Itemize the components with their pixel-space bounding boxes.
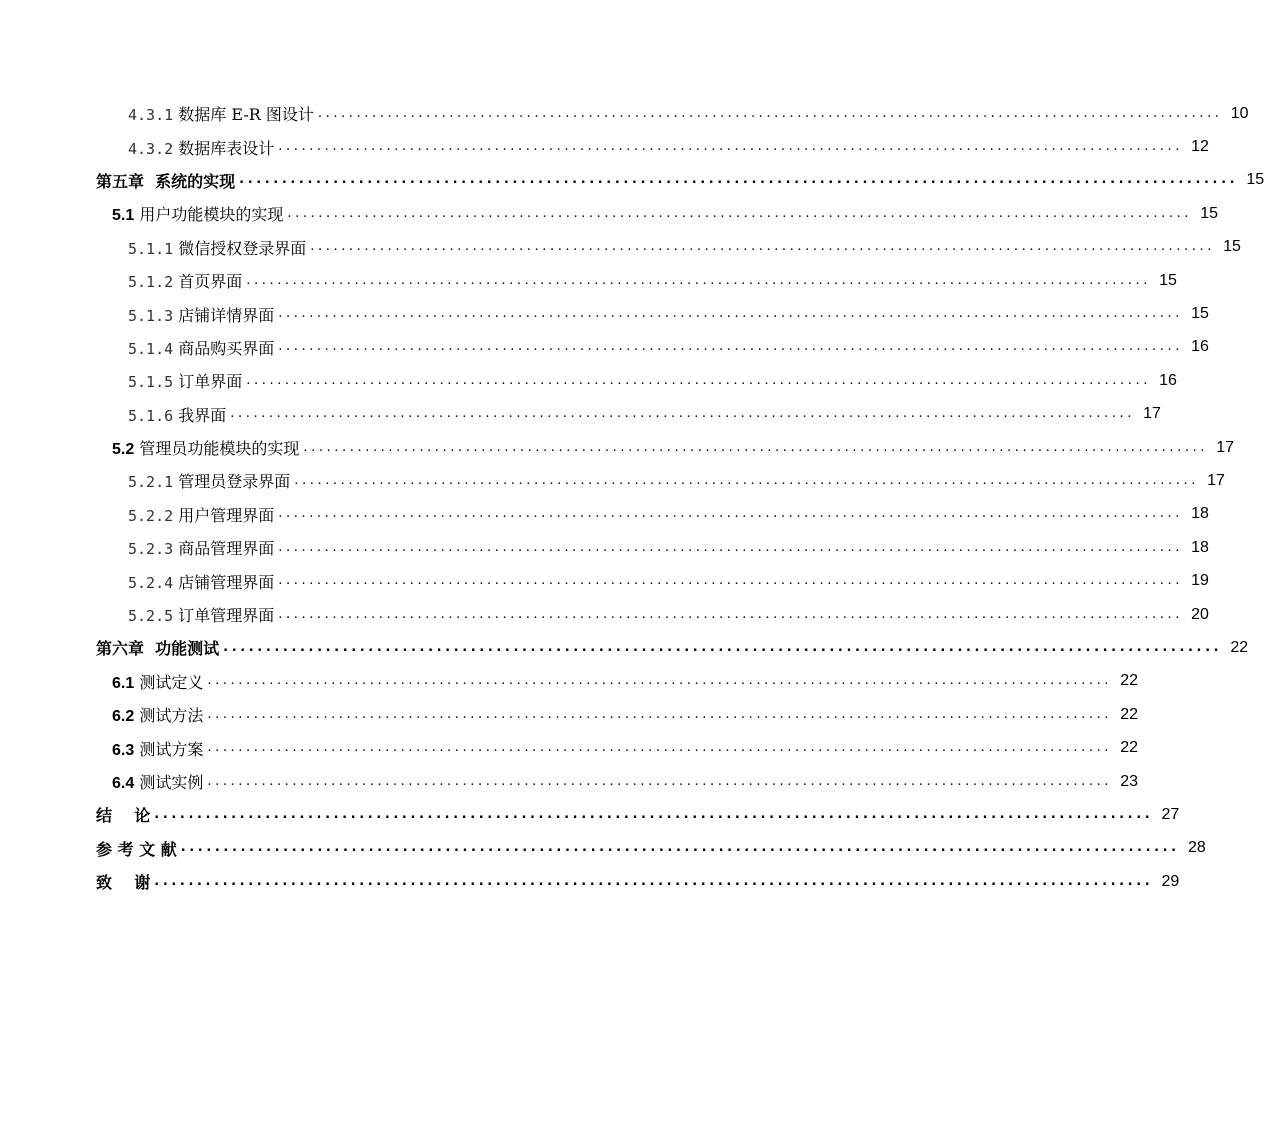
toc-entry[interactable] [0,331,1209,364]
toc-entry-title [128,303,274,326]
toc-entry-text: 商品购买界面 [178,338,275,358]
toc-page-number: 18 [1191,505,1209,523]
toc-entry-text: 测试实例 [139,773,204,792]
toc-entry-title [96,870,150,893]
toc-entry-title [128,603,274,626]
toc-entry[interactable] [0,197,1219,230]
toc-entry-number: 6.4 [112,775,135,792]
toc-entry-number: 5.2.3 [128,540,174,559]
toc-entry-number: 5.2.5 [128,607,174,626]
toc-page-number: 10 [1230,104,1249,122]
toc-leader-dots: ..................................................................................................................... [310,239,1215,255]
toc-entry-text: 首页界面 [178,272,243,292]
toc-entry-number: 5.1 [112,207,135,225]
toc-leader-dots: ..................................................................................................................... [278,606,1183,622]
toc-leader-dots: ..................................................................................................................... [207,740,1113,756]
toc-leader-dots: ..................................................................................................................... [278,539,1183,555]
toc-entry-title [112,703,203,726]
table-of-contents [0,97,1264,898]
toc-page-number: 20 [1191,605,1209,623]
toc-leader-dots: ..................................................................................................................... [207,706,1113,722]
toc-entry-number: 5.2.4 [128,573,174,592]
toc-entry-text: 微信授权登录界面 [178,238,307,258]
toc-entry[interactable] [0,731,1139,764]
toc-entry[interactable] [0,631,1249,664]
toc-entry-number: 5.1.5 [128,373,174,392]
toc-entry-text: 订单管理界面 [178,606,275,626]
toc-entry-text: 管理员功能模块的实现 [139,439,300,459]
toc-page-number: 19 [1191,572,1209,590]
toc-entry-title [128,136,274,159]
toc-entry-number: 5.1.4 [128,339,174,358]
toc-entry-title [112,737,203,760]
toc-page-number: 17 [1143,405,1161,423]
toc-entry-number: 5.1.3 [128,306,174,325]
toc-entry-title [112,670,203,693]
toc-entry-title [112,770,203,793]
toc-entry-text: 数据库 E-R 图设计 [178,105,314,125]
toc-entry-number: 5.1.2 [128,273,174,292]
toc-leader-dots: ..................................................................................................................... [239,172,1239,188]
toc-entry-text: 测试方案 [139,739,204,759]
toc-page-number: 27 [1161,805,1180,823]
toc-entry-text: 我界面 [178,405,227,425]
toc-entry-title [128,369,242,392]
toc-leader-dots: ..................................................................................................................... [246,272,1151,288]
toc-leader-dots: ..................................................................................................................... [154,806,1154,822]
toc-entry-title [96,803,150,826]
toc-entry-number: 5.2.2 [128,506,174,525]
toc-leader-dots: ..................................................................................................................... [278,506,1183,522]
toc-entry-title [128,236,306,259]
toc-page-number: 15 [1223,238,1241,256]
toc-leader-dots: ..................................................................................................................... [287,205,1193,221]
toc-leader-dots: ..................................................................................................................... [294,472,1199,488]
toc-leader-dots: ..................................................................................................................... [278,339,1183,355]
toc-entry-title [128,536,274,559]
toc-entry-number: 5.1.6 [128,406,174,425]
toc-leader-dots: ..................................................................................................................... [278,139,1183,155]
toc-page-number: 17 [1216,438,1235,456]
toc-entry-title [128,503,274,526]
toc-entry-title [128,269,242,292]
toc-entry-text: 致 谢 [96,873,151,893]
toc-entry[interactable] [0,698,1139,731]
toc-page-number: 23 [1120,772,1139,790]
toc-entry[interactable] [0,164,1264,197]
toc-leader-dots: ..................................................................................................................... [154,873,1154,889]
toc-entry-title [128,570,274,593]
toc-entry[interactable] [0,231,1241,264]
toc-entry-title [112,202,283,225]
toc-entry[interactable] [0,431,1235,464]
toc-entry[interactable] [0,832,1206,865]
toc-entry[interactable] [0,531,1209,564]
toc-entry-number: 6.1 [112,674,135,692]
toc-entry[interactable] [0,598,1209,631]
toc-entry-text: 商品管理界面 [178,539,275,559]
toc-entry[interactable] [0,865,1180,898]
toc-entry-number: 5.1.1 [128,239,174,258]
toc-entry-text: 用户功能模块的实现 [139,205,284,225]
toc-entry[interactable] [0,297,1209,330]
toc-entry-text: 店铺详情界面 [178,305,275,325]
toc-entry-title [96,837,177,860]
toc-entry[interactable] [0,665,1139,698]
toc-entry-title [128,403,226,426]
toc-entry[interactable] [0,498,1209,531]
toc-entry-text: 结 论 [96,806,151,826]
toc-page-number: 15 [1200,204,1219,222]
toc-entry-text: 数据库表设计 [178,138,275,158]
toc-entry[interactable] [0,398,1161,431]
toc-entry-number: 4.3.1 [128,106,174,125]
toc-entry-text: 第六章 功能测试 [96,639,220,659]
toc-entry-title [112,436,299,459]
toc-leader-dots: ..................................................................................................................... [180,840,1180,856]
toc-entry[interactable] [0,264,1177,297]
toc-entry[interactable] [0,798,1180,831]
toc-entry-text: 订单界面 [178,372,243,392]
toc-entry-text: 测试方法 [139,706,204,726]
toc-page-number: 22 [1230,638,1249,656]
toc-entry-text: 用户管理界面 [178,505,275,525]
toc-leader-dots: ..................................................................................................................... [223,639,1223,655]
toc-page-number: 28 [1187,839,1206,857]
toc-leader-dots: ..................................................................................................................... [303,439,1209,455]
toc-entry[interactable] [0,364,1177,397]
toc-entry[interactable] [0,97,1249,130]
toc-leader-dots: ..................................................................................................................... [317,105,1223,121]
toc-entry-text: 测试定义 [139,672,204,692]
toc-entry-number: 4.3.2 [128,139,174,158]
toc-page-number: 22 [1120,672,1139,690]
toc-entry[interactable] [0,130,1209,163]
toc-leader-dots: ..................................................................................................................... [278,573,1183,589]
toc-entry[interactable] [0,464,1225,497]
toc-entry-number: 6.3 [112,741,135,759]
toc-entry-title [96,169,235,192]
toc-entry-title [128,102,314,125]
toc-page-number: 29 [1161,872,1180,890]
toc-leader-dots: ..................................................................................................................... [207,773,1113,789]
toc-leader-dots: ..................................................................................................................... [230,406,1135,422]
toc-page-number: 15 [1246,171,1264,189]
toc-page-number: 17 [1207,471,1225,489]
toc-entry-title [96,636,219,659]
toc-entry-title [128,469,290,492]
toc-entry-title [128,336,274,359]
toc-leader-dots: ..................................................................................................................... [278,306,1183,322]
toc-entry-text: 店铺管理界面 [178,572,275,592]
toc-page-number: 16 [1191,338,1209,356]
toc-entry-number: 5.2 [112,441,135,459]
toc-entry-number: 5.2.1 [128,473,174,492]
toc-page-number: 22 [1120,705,1139,723]
toc-page-number: 12 [1191,138,1209,156]
toc-entry-number: 6.2 [112,708,135,726]
toc-page-number: 15 [1159,271,1177,289]
toc-page-number: 18 [1191,538,1209,556]
toc-entry[interactable] [0,564,1209,597]
toc-entry[interactable] [0,765,1139,798]
toc-entry-text: 管理员登录界面 [178,472,291,492]
toc-leader-dots: ..................................................................................................................... [207,673,1113,689]
toc-leader-dots: ..................................................................................................................... [246,372,1151,388]
toc-entry-text: 第五章 系统的实现 [96,171,236,191]
toc-page-number: 22 [1120,739,1139,757]
toc-page-number: 16 [1159,371,1177,389]
toc-page-number: 15 [1191,305,1209,323]
toc-entry-text: 参 考 文 献 [96,839,177,859]
